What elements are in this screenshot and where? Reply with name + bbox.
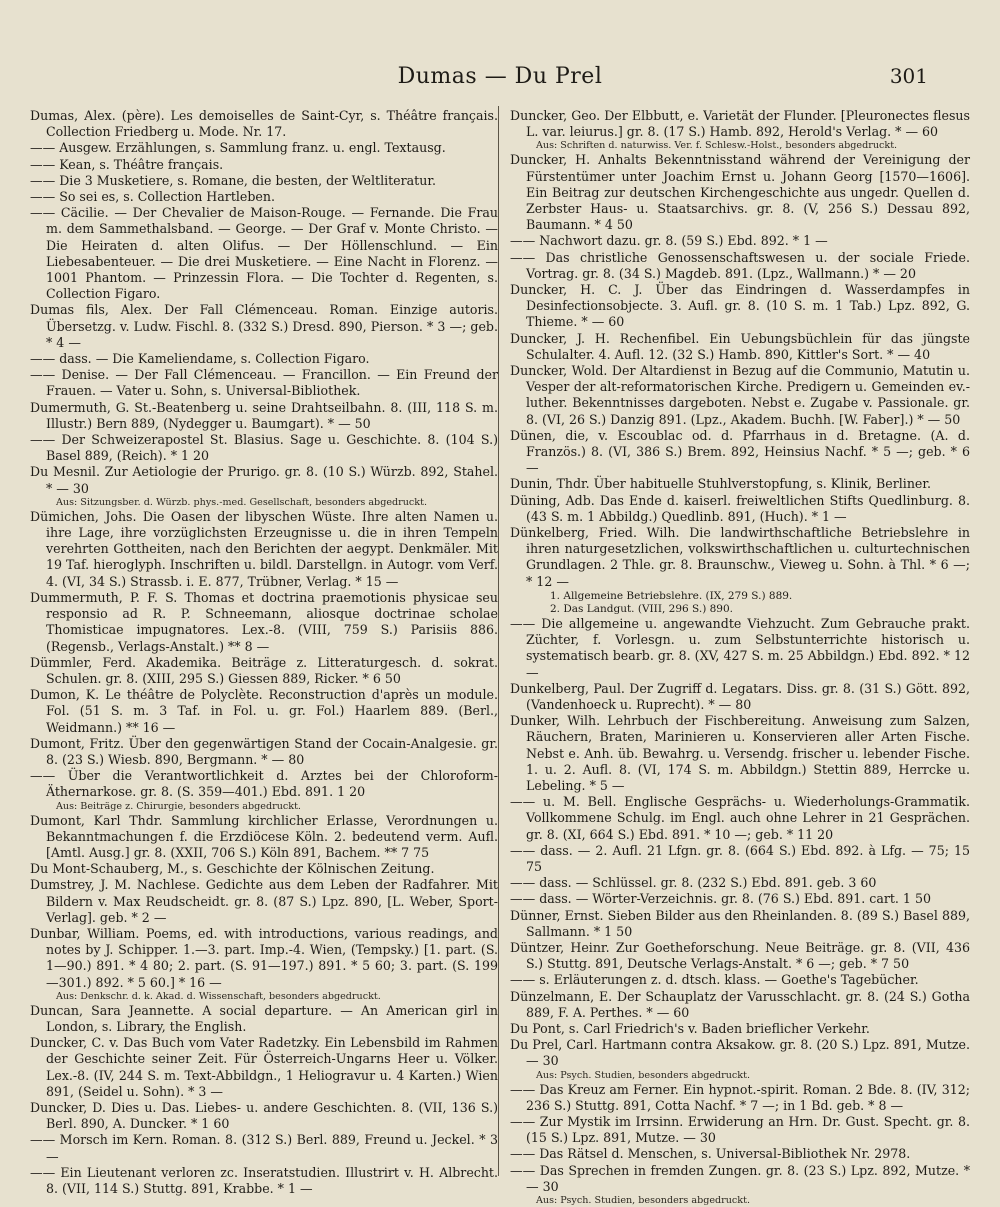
- catalog-entry: Du Pont, s. Carl Friedrich's v. Baden brieflicher Verkehr.: [510, 1020, 870, 1036]
- catalog-entry: Aus: Psych. Studien, besonders abgedruckt.: [536, 1195, 751, 1206]
- catalog-entry: —— Morsch im Kern. Roman. 8. (312 S.) Berl. 889, Freund u. Jeckel. * 3 —: [30, 1132, 498, 1164]
- catalog-entry: Duncker, C. v. Das Buch vom Vater Radetzky. Ein Lebensbild im Rahmen der Geschichte seiner Zeit. Für Österreich-Ungarns Heer u. Völker. Lex.-8. (IV, 244 S. m. Text-Abbildgn., 1 Heliogravur u. 4 Karten.) Wien 891, (Seidel u. Sohn). * 3 —: [30, 1035, 498, 1099]
- catalog-entry: —— Die allgemeine u. angewandte Viehzucht. Zum Gebrauche prakt. Züchter, f. Vorlesgn. u. zum Selbstunterrichte historisch u. systematisch bearb. gr. 8. (XV, 427 S. m. 25 Abbildgn.) Ebd. 892. * 12 —: [510, 615, 970, 680]
- catalog-entry: Dünner, Ernst. Sieben Bilder aus den Rheinlanden. 8. (89 S.) Basel 889, Sallmann. * 1 50: [510, 907, 970, 939]
- catalog-entry: 1. Allgemeine Betriebslehre. (IX, 279 S.) 889.: [550, 589, 793, 602]
- catalog-entry: Duncker, J. H. Rechenfibel. Ein Uebungsbüchlein für das jüngste Schulalter. 4. Aufl. 12. (32 S.) Hamb. 890, Kittler's Sort. * — 40: [510, 330, 970, 362]
- catalog-entry: —— Zur Mystik im Irrsinn. Erwiderung an Hrn. Dr. Gust. Specht. gr. 8. (15 S.) Lpz. 891, Mutze. — 30: [510, 1113, 970, 1146]
- catalog-entry: Dumas fils, Alex. Der Fall Clémenceau. Roman. Einzige autoris. Übersetzg. v. Ludw. Fischl. 8. (332 S.) Dresd. 890, Pierson. * 3 —; geb. * 4 —: [30, 302, 498, 350]
- catalog-entry: Dumstrey, J. M. Nachlese. Gedichte aus dem Leben der Radfahrer. Mit Bildern v. Max Reudscheidt. gr. 8. (87 S.) Lpz. 890, [L. Weber, Sport-Verlag]. geb. * 2 —: [30, 877, 498, 925]
- catalog-entry: —— So sei es, s. Collection Hartleben.: [30, 189, 275, 205]
- catalog-entry: Dümichen, Johs. Die Oasen der libyschen Wüste. Ihre alten Namen u. ihre Lage, ihre vorzüglichsten Erzeugnisse u. die in ihren Tempeln verehrten Gottheiten, nach den Berichten der aegypt. Denkmäler. Mit 19 Taf. hieroglyph. Inschriften u. bildl. Darstellgn. in Autogr. vom Verf. 4. (VI, 34 S.) Strassb. i. E. 877, Trübner, Verlag. * 15 —: [30, 508, 498, 589]
- catalog-entry: —— Das Kreuz am Ferner. Ein hypnot.-spirit. Roman. 2 Bde. 8. (IV, 312; 236 S.) Stuttg. 891, Cotta Nachf. * 7 —; in 1 Bd. geb. * 8 —: [510, 1081, 970, 1113]
- catalog-entry: Dumont, Karl Thdr. Sammlung kirchlicher Erlasse, Verordnungen u. Bekanntmachungen f. die Erzdiöcese Köln. 2. bedeutend verm. Aufl. [Amtl. Ausg.] gr. 8. (XXII, 706 S.) Köln 891, Bachem. ** 7 75: [30, 812, 498, 860]
- column-divider: [498, 106, 499, 1176]
- catalog-entry: Aus: Beiträge z. Chirurgie, besonders abgedruckt.: [56, 800, 301, 812]
- catalog-entry: Du Mont-Schauberg, M., s. Geschichte der Kölnischen Zeitung.: [30, 861, 435, 877]
- catalog-entry: —— Kean, s. Théâtre français.: [30, 156, 224, 172]
- catalog-entry: —— Das Rätsel d. Menschen, s. Universal-Bibliothek Nr. 2978.: [510, 1146, 911, 1162]
- catalog-entry: Dumas, Alex. (père). Les demoiselles de Saint-Cyr, s. Théâtre français. Collection Friedberg u. Mode. Nr. 17.: [30, 108, 498, 140]
- catalog-entry: Dünkelberg, Fried. Wilh. Die landwirthschaftliche Betriebslehre in ihren naturgesetzlichen, volkswirthschaftlichen u. culturtechnischen Grundlagen. 2 Thle. gr. 8. Braunschw., Vieweg u. Sohn. à Thl. * 6 —; * 12 —: [510, 525, 970, 589]
- running-header: [30, 60, 970, 94]
- catalog-entry: Duncker, D. Dies u. Das. Liebes- u. andere Geschichten. 8. (VII, 136 S.) Berl. 890, A. Duncker. * 1 60: [30, 1099, 498, 1132]
- page-number: 301: [889, 64, 928, 88]
- catalog-entry: —— Die 3 Musketiere, s. Romane, die besten, der Weltliteratur.: [30, 172, 436, 188]
- catalog-entry: —— Cäcilie. — Der Chevalier de Maison-Rouge. — Fernande. Die Frau m. dem Sammethalsband. — George. — Der Graf v. Monte Christo. — Die Heiraten d. alten Olifus. — Der Höllenschlund. — Ein Liebesabenteuer. — Die drei Musketiere. — Eine Nacht in Florenz. — 1001 Phantom. — Prinzessin Flora. — Die Tochter d. Regenten, s. Collection Figaro.: [30, 205, 498, 302]
- catalog-entry: —— Das Sprechen in fremden Zungen. gr. 8. (23 S.) Lpz. 892, Mutze. * — 30: [510, 1162, 970, 1194]
- catalog-entry: —— Nachwort dazu. gr. 8. (59 S.) Ebd. 892. * 1 —: [510, 233, 828, 249]
- catalog-entry: —— Denise. — Der Fall Clémenceau. — Francillon. — Ein Freund der Frauen. — Vater u. Sohn, s. Universal-Bibliothek.: [30, 367, 498, 399]
- catalog-entry: Duncker, Wold. Der Altardienst in Bezug auf die Communio, Matutin u. Vesper der alt-reformatorischen Kirche. Predigern u. Gemeinden ev.-luther. Bekenntnisses dargeboten. Nebst e. Zugabe v. Passionale. gr. 8. (VI, 26 S.) Danzig 891. (Lpz., Akadem. Buchh. [W. Faber].) * — 50: [510, 363, 970, 427]
- catalog-entry: Aus: Psych. Studien, besonders abgedruckt.: [536, 1069, 751, 1081]
- catalog-entry: Aus: Sitzungsber. d. Würzb. phys.-med. Gesellschaft, besonders abgedruckt.: [56, 496, 428, 508]
- catalog-entry: 2. Das Landgut. (VIII, 296 S.) 890.: [550, 602, 734, 615]
- catalog-entry: —— Das christliche Genossenschaftswesen u. der sociale Friede. Vortrag. gr. 8. (34 S.) Magdeb. 891. (Lpz., Wallmann.) * — 20: [510, 249, 970, 281]
- catalog-entry: Dunkelberg, Paul. Der Zugriff d. Legatars. Diss. gr. 8. (31 S.) Gött. 892, (Vandenhoeck u. Ruprecht). * — 80: [510, 680, 970, 712]
- catalog-entry: —— dass. — Wörter-Verzeichnis. gr. 8. (76 S.) Ebd. 891. cart. 1 50: [510, 891, 931, 907]
- catalog-entry: Duncker, Geo. Der Elbbutt, e. Varietät der Flunder. [Pleuronectes flesus L. var. leiurus.] gr. 8. (17 S.) Hamb. 892, Herold's Verlag. * — 60: [510, 108, 970, 140]
- catalog-entry: Dummermuth, P. F. S. Thomas et doctrina praemotionis physicae seu responsio ad R. P. Schneemann, aliosque doctrinae scholae Thomisticae impugnatores. Lex.-8. (VIII, 759 S.) Parisiis 886. (Regensb., Verlags-Anstalt.) ** 8 —: [30, 589, 498, 654]
- catalog-entry: —— s. Erläuterungen z. d. dtsch. klass. — Goethe's Tagebücher.: [510, 972, 919, 988]
- catalog-entry: Aus: Denkschr. d. k. Akad. d. Wissenschaft, besonders abgedruckt.: [56, 990, 381, 1002]
- catalog-entry: —— dass. — Die Kameliendame, s. Collection Figaro.: [30, 351, 370, 367]
- catalog-entry: Dümmler, Ferd. Akademika. Beiträge z. Litteraturgesch. d. sokrat. Schulen. gr. 8. (XIII, 295 S.) Giessen 889, Ricker. * 6 50: [30, 654, 498, 686]
- catalog-entry: —— Ein Lieutenant verloren zc. Inseratstudien. Illustrirt v. H. Albrecht. 8. (VII, 114 S.) Stuttg. 891, Krabbe. * 1 —: [30, 1164, 498, 1196]
- catalog-entry: Düning, Adb. Das Ende d. kaiserl. freiweltlichen Stifts Quedlinburg. 8. (43 S. m. 1 Abbildg.) Quedlinb. 891, (Huch). * 1 —: [510, 492, 970, 524]
- catalog-entry: Duncker, H. Anhalts Bekenntnisstand während der Vereinigung der Fürstentümer unter Joachim Ernst u. Johann Georg [1570—1606]. Ein Beitrag zur deutschen Kirchengeschichte aus ungedr. Quellen d. Zerbster Haus- u. Staatsarchivs. gr. 8. (V, 256 S.) Dessau 892, Baumann. * 4 50: [510, 152, 970, 233]
- catalog-entry: Dumont, Fritz. Über den gegenwärtigen Stand der Cocain-Analgesie. gr. 8. (23 S.) Wiesb. 890, Bergmann. * — 80: [30, 735, 498, 767]
- catalog-entry: Duncan, Sara Jeannette. A social departure. — An American girl in London, s. Library, the English.: [30, 1002, 498, 1034]
- right-column: [510, 108, 970, 1207]
- catalog-entry: Du Prel, Carl. Hartmann contra Aksakow. gr. 8. (20 S.) Lpz. 891, Mutze. — 30: [510, 1037, 970, 1069]
- catalog-entry: —— Ausgew. Erzählungen, s. Sammlung franz. u. engl. Textausg.: [30, 140, 446, 156]
- catalog-entry: Aus: Schriften d. naturwiss. Ver. f. Schlesw.-Holst., besonders abgedruckt.: [536, 140, 898, 152]
- catalog-entry: —— dass. — 2. Aufl. 21 Lfgn. gr. 8. (664 S.) Ebd. 892. à Lfg. — 75; 15 75: [510, 842, 970, 874]
- catalog-entry: Duncker, H. C. J. Über das Eindringen d. Wasserdampfes in Desinfectionsobjecte. 3. Aufl. gr. 8. (10 S. m. 1 Tab.) Lpz. 892, G. Thieme. * — 60: [510, 282, 970, 330]
- catalog-entry: Du Mesnil. Zur Aetiologie der Prurigo. gr. 8. (10 S.) Würzb. 892, Stahel. * — 30: [30, 464, 498, 496]
- page-title: Dumas — Du Prel: [397, 64, 603, 89]
- catalog-entry: Dünen, die, v. Escoublac od. d. Pfarrhaus in d. Bretagne. (A. d. Französ.) 8. (VI, 386 S.) Brem. 892, Heinsius Nachf. * 5 —; geb. * 6 —: [510, 427, 970, 476]
- catalog-entry: Dunker, Wilh. Lehrbuch der Fischbereitung. Anweisung zum Salzen, Räuchern, Braten, Marinieren u. Konservieren aller Arten Fische. Nebst e. Anh. üb. Bewahrg. u. Versendg. frischer u. lebender Fische. 1. u. 2. Aufl. 8. (VI, 174 S. m. Abbildgn.) Stettin 889, Herrcke u. Lebeling. * 5 —: [510, 713, 970, 793]
- catalog-entry: —— Der Schweizerapostel St. Blasius. Sage u. Geschichte. 8. (104 S.) Basel 889, (Reich). * 1 20: [30, 432, 498, 464]
- catalog-entry: Dunin, Thdr. Über habituelle Stuhlverstopfung, s. Klinik, Berliner.: [510, 476, 932, 492]
- catalog-entry: Dumermuth, G. St.-Beatenberg u. seine Drahtseilbahn. 8. (III, 118 S. m. Illustr.) Bern 889, (Nydegger u. Baumgart). * — 50: [30, 399, 498, 431]
- catalog-entry: —— dass. — Schlüssel. gr. 8. (232 S.) Ebd. 891. geb. 3 60: [510, 875, 877, 891]
- left-column: [30, 108, 498, 1197]
- catalog-entry: Dunbar, William. Poems, ed. with introductions, various readings, and notes by J. Schipper. 1.—3. part. Imp.-4. Wien, (Tempsky.) [1. part. (S. 1—90.) 891. * 4 80; 2. part. (S. 91—197.) 891. * 5 60; 3. part. (S. 199—301.) 892. * 5 60.] * 16 —: [30, 925, 498, 990]
- catalog-entry: Dumon, K. Le théâtre de Polyclète. Reconstruction d'après un module. Fol. (51 S. m. 3 Taf. in Fol. u. gr. Fol.) Haarlem 889. (Berl., Weidmann.) ** 16 —: [30, 687, 498, 735]
- catalog-entry: —— u. M. Bell. Englische Gesprächs- u. Wiederholungs-Grammatik. Vollkommene Schulg. im Engl. auch ohne Lehrer in 21 Gesprächen. gr. 8. (XI, 664 S.) Ebd. 891. * 10 —; geb. * 11 20: [510, 794, 970, 842]
- catalog-entry: —— Über die Verantwortlichkeit d. Arztes bei der Chloroform-Äthernarkose. gr. 8. (S. 359—401.) Ebd. 891. 1 20: [30, 768, 498, 800]
- catalog-entry: Dünzelmann, E. Der Schauplatz der Varusschlacht. gr. 8. (24 S.) Gotha 889, F. A. Perthes. * — 60: [510, 988, 970, 1020]
- catalog-entry: Düntzer, Heinr. Zur Goetheforschung. Neue Beiträge. gr. 8. (VII, 436 S.) Stuttg. 891, Deutsche Verlags-Anstalt. * 6 —; geb. * 7 50: [510, 939, 970, 972]
